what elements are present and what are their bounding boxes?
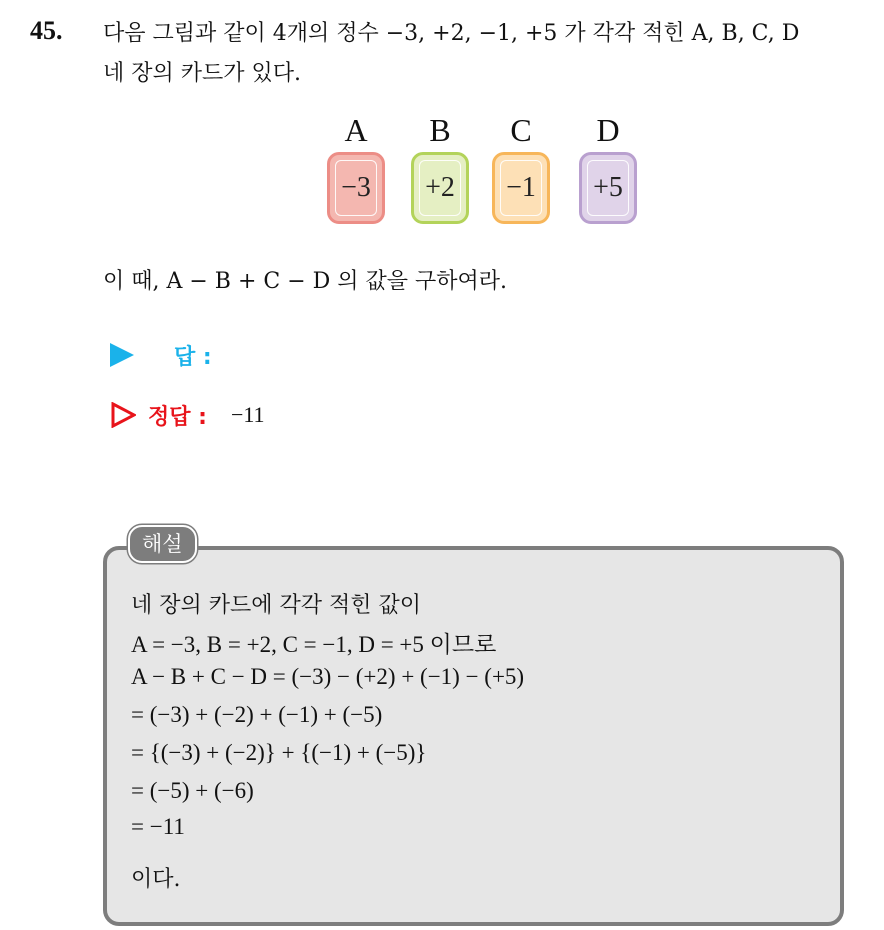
card-figure: [0, 112, 884, 232]
answer-row: [110, 340, 212, 370]
question-number: 45.: [30, 16, 63, 45]
correct-answer-label: 정답 :: [148, 404, 207, 430]
card-b: [411, 152, 469, 224]
correct-answer-row: [110, 400, 265, 430]
correct-answer-value: −11: [230, 402, 265, 427]
card-c-value: −1: [506, 172, 536, 203]
solution-line-2: A = −3, B = +2, C = −1, D = +5 이므로: [131, 632, 497, 657]
card-d-letter: D: [596, 112, 620, 148]
question-prompt: 이 때, A − B + C − D 의 값을 구하여라.: [103, 269, 508, 294]
card-c: [492, 152, 550, 224]
card-d-value: +5: [593, 172, 623, 203]
solution-line-7: = −11: [131, 814, 185, 839]
solution-tab: 해설: [128, 525, 197, 563]
solution-line-6: = (−5) + (−6): [131, 778, 254, 803]
solution-line-3: A − B + C − D = (−3) − (+2) + (−1) − (+5): [131, 664, 525, 689]
solution-line-5: = {(−3) + (−2)} + {(−1) + (−5)}: [131, 740, 427, 765]
card-b-letter: B: [429, 112, 451, 148]
solution-line-1: 네 장의 카드에 각각 적힌 값이: [131, 593, 421, 618]
card-a-letter: A: [344, 112, 368, 148]
outline-triangle-icon: [110, 402, 136, 428]
card-d: [579, 152, 637, 224]
question-text-line-2: 네 장의 카드가 있다.: [103, 61, 301, 86]
card-b-value: +2: [425, 172, 455, 203]
solution-line-8: 이다.: [131, 867, 181, 892]
play-triangle-icon: [110, 343, 134, 367]
solution-line-4: = (−3) + (−2) + (−1) + (−5): [131, 702, 383, 727]
card-a-value: −3: [341, 172, 371, 203]
solution-box: [103, 546, 844, 926]
card-c-letter: C: [510, 112, 532, 148]
card-a: [327, 152, 385, 224]
question-text-line-1: 다음 그림과 같이 4개의 정수 −3, +2, −1, +5 가 각각 적힌 A, B, C, D: [103, 21, 800, 46]
answer-label: 답 :: [174, 344, 212, 370]
